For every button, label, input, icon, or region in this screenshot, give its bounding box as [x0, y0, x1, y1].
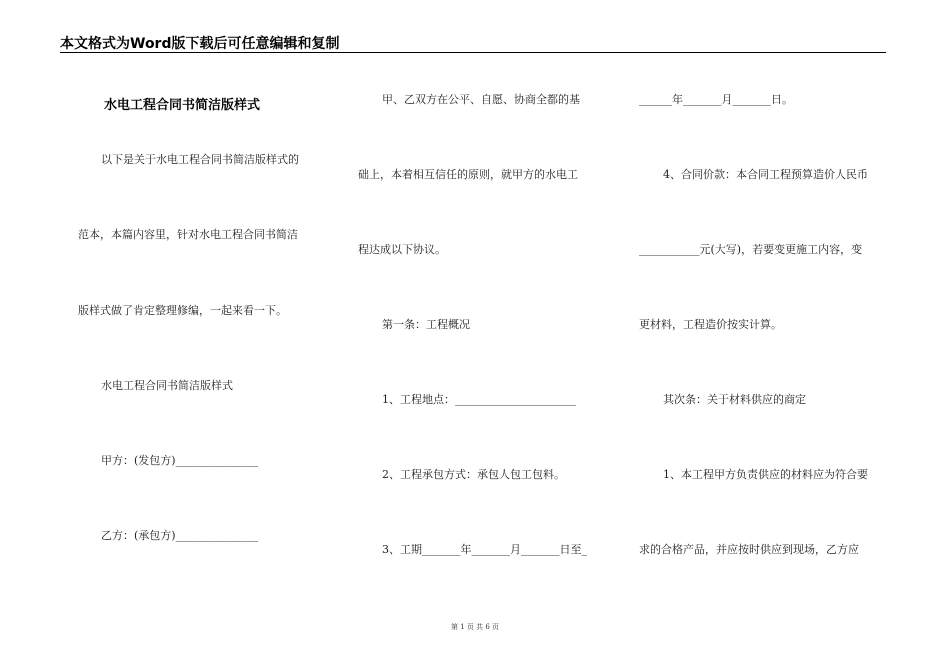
- document-title: 水电工程合同书简洁版样式: [104, 98, 261, 113]
- left-line-3: 版样式做了肯定整理修编，一起来看一下。: [78, 304, 287, 317]
- right-line-4: 更材料，工程造价按实计算。: [639, 318, 782, 331]
- right-line-6: 1、本工程甲方负责供应的材料应为符合要: [663, 468, 868, 481]
- middle-line-3: 程达成以下协议。: [358, 243, 446, 256]
- right-line-2: 4、合同价款：本合同工程预算造价人民币: [663, 168, 868, 181]
- middle-line-7: 3、工期_______年_______月_______日至_: [382, 543, 587, 556]
- left-line-6: 乙方：(承包方)_______________: [101, 529, 259, 542]
- left-line-2: 范本，本篇内容里，针对水电工程合同书简洁: [78, 228, 298, 241]
- page-number-footer: 第 1 页 共 6 页: [450, 623, 500, 631]
- document-header-title: 本文格式为Word版下载后可任意编辑和复制: [60, 36, 340, 52]
- right-line-5: 其次条：关于材料供应的商定: [663, 393, 806, 406]
- header-divider: [60, 52, 886, 53]
- right-line-3: ___________元(大写)，若要变更施工内容，变: [639, 243, 863, 256]
- middle-line-2: 础上，本着相互信任的原则，就甲方的水电工: [358, 168, 578, 181]
- middle-line-6: 2、工程承包方式：承包人包工包料。: [382, 468, 565, 481]
- middle-line-5: 1、工程地点：______________________: [382, 393, 576, 406]
- left-line-1: 以下是关于水电工程合同书简洁版样式的: [101, 153, 299, 166]
- right-line-7: 求的合格产品，并应按时供应到现场，乙方应: [639, 543, 859, 556]
- middle-line-4: 第一条：工程概况: [382, 318, 470, 331]
- middle-line-1: 甲、乙双方在公平、自愿、协商全都的基: [382, 93, 580, 106]
- left-line-5: 甲方：(发包方)_______________: [101, 454, 259, 467]
- right-line-1: ______年_______月_______日。: [639, 93, 793, 106]
- left-line-4: 水电工程合同书简洁版样式: [101, 379, 233, 392]
